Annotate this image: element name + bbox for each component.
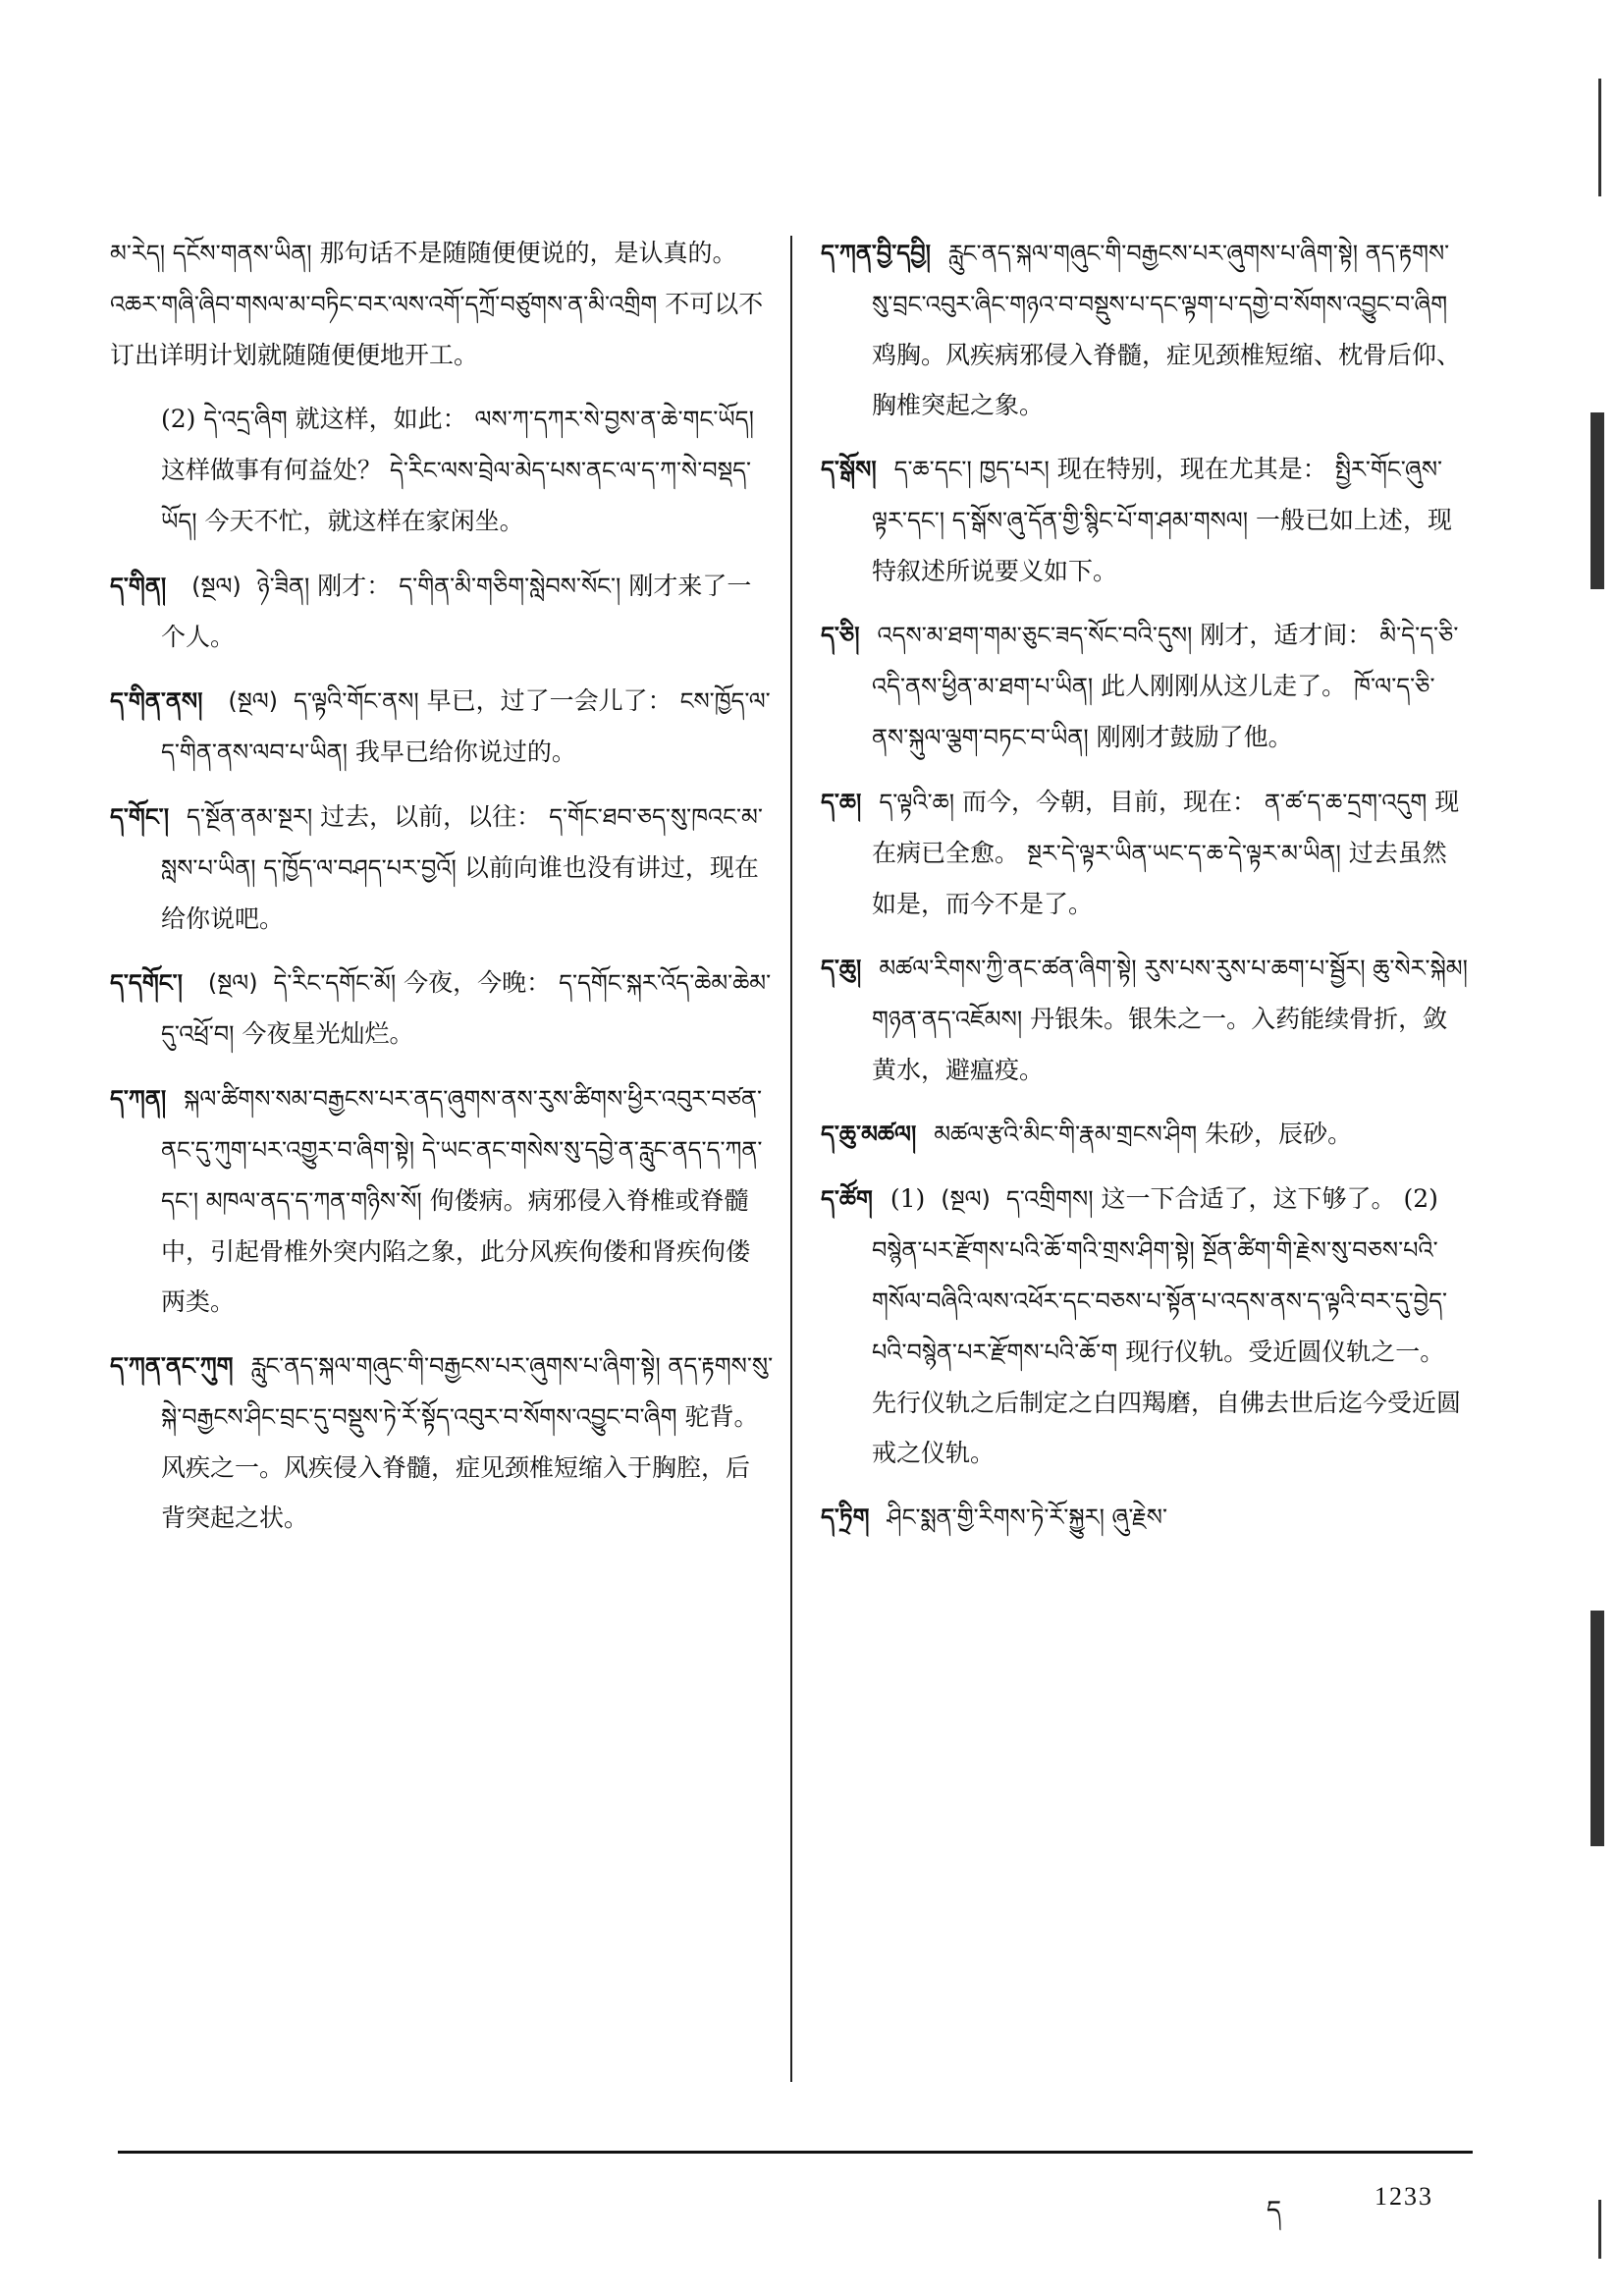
definition-tibetan: དེ་རིང་དགོང་མོ། (273, 969, 397, 997)
example-chinese: 刚才来了一个人。 (161, 572, 752, 651)
definition-tibetan: མཚལ་རིགས་ཀྱི་ནང་ཚན་ཞིག་སྟེ། རུས་པས་རུས་པ་ཆག་པ་སྦྱོར། ཆུ་སེར་སྐེམ། གཉན་ནད་འཇོམས། (872, 955, 1468, 1033)
dictionary-entry (821, 228, 1469, 430)
sense-number: (2) (161, 405, 196, 433)
example-tibetan: ངས་ཁྱོད་ལ་ད་གིན་ནས་ལབ་པ་ཡིན། (161, 687, 771, 766)
example-chinese: 以前向谁也没有讲过，现在给你说吧。 (161, 853, 759, 933)
headword: ད་གོང་། (110, 803, 170, 831)
dictionary-entry (110, 1073, 774, 1327)
sense-number: (2) (1403, 1184, 1438, 1213)
example-tibetan: མ་རེད། དངོས་གནས་ཡིན། (110, 240, 312, 267)
definition-tibetan: རླུང་ནད་སྐལ་གཞུང་གི་བརྒྱངས་པར་ཞུགས་པ་ཞིག་སྟེ། ནད་རྟགས་སུ་སྐེ་བརྒྱངས་ཤིང་བྲང་དུ་བསྡུས་ཏེ་རོ་སྟོད་འབུར་བ་སོགས་འབྱུང་བ་ཞིག (161, 1352, 774, 1431)
definition-tibetan: ཤིང་སྨན་གྱི་རིགས་ཏེ་རོ་སྐྱུར། ཞུ་རྗེས་ (887, 1503, 1168, 1531)
example-tibetan: ལས་ཀ་དཀར་སེ་བྱས་ན་ཆེ་གང་ཡོད། (474, 406, 754, 433)
definition-chinese: 现行仪轨。受近圆仪轨之一。先行仪轨之后制定之白四羯磨，自佛去世后迄今受近圆戒之仪轨。 (872, 1338, 1462, 1467)
definition-chinese: 佝偻病。病邪侵入脊椎或脊髓中，引起骨椎外突内陷之象，此分风疾佝偻和肾疾佝偻两类。 (161, 1186, 751, 1316)
example-chinese: 此人刚刚从这儿走了。 (1101, 672, 1347, 700)
headword: ད་ཆུ། (821, 955, 862, 982)
definition-tibetan: འདས་མ་ཐག་གམ་ཅུང་ཟད་སོང་བའི་དུས། (877, 622, 1193, 649)
headword: ད་ཀན་ནང་ཀུག (110, 1352, 234, 1380)
example-tibetan: སྔར་དེ་ལྟར་ཡིན་ཡང་ད་ཆ་དེ་ལྟར་མ་ཡིན། (1026, 840, 1341, 867)
headword: ད་དགོང་། (110, 969, 183, 997)
example-chinese: 刚刚才鼓励了他。 (1096, 723, 1293, 751)
dictionary-entry (821, 1174, 1469, 1478)
headword: ད་ཏྲིག (821, 1503, 870, 1531)
headword: ད་ཀན་བྱི་དབྱི། (821, 240, 931, 267)
definition-chinese: 刚才： (317, 572, 392, 600)
definition-tibetan: རླུང་ནད་སྐལ་གཞུང་གི་བརྒྱངས་པར་ཞུགས་པ་ཞིག་སྟེ། ནད་རྟགས་སུ་བྲང་འབུར་ཞིང་གཉའ་བ་བསྡུས་པ་དང་ལྟག་པ་དགྱེ་བ་སོགས་འབྱུང་བ་ཞིག (872, 240, 1450, 318)
definition-chinese: 这一下合适了，这下够了。 (1101, 1184, 1396, 1213)
headword: ད་གིན་ནས། (110, 687, 203, 715)
definition-tibetan: ད་སྔོན་ནམ་སྔར། (187, 803, 313, 831)
column-divider (790, 236, 792, 2082)
example-tibetan: འཆར་གཞི་ཞིབ་གསལ་མ་བཏིང་བར་ལས་འགོ་དཀྲོ་བཙུགས་ན་མི་འགྲིག (110, 291, 658, 318)
example-tibetan: ཁོ་ལ་ད་ཅི་ནས་སྐུལ་ལྕག་བཏང་བ་ཡིན། (872, 673, 1435, 751)
example-chinese: 这样做事有何益处？ (161, 456, 383, 484)
dictionary-entry (821, 610, 1469, 763)
footer-rule (118, 2151, 1473, 2154)
definition-chinese: 而今，今朝，目前，现在： (962, 788, 1258, 816)
definition-chinese: 鸡胸。风疾病邪侵入脊髓，症见颈椎短缩、枕骨后仰、胸椎突起之象。 (872, 341, 1462, 419)
definition-tibetan: སྐལ་ཚིགས་སམ་བརྒྱངས་པར་ནད་ཞུགས་ནས་རུས་ཚིགས་ཕྱིར་འབུར་བཙན་ནང་དུ་ཀུག་པར་འགྱུར་བ་ཞིག་སྟེ། དེ་ཡང་ནང་གསེས་སུ་དབྱེ་ན་རླུང་ནད་ད་ཀན་དང་། མཁལ་ནད་ད་ཀན་གཉིས་སོ། (161, 1085, 763, 1215)
example-tibetan: དེ་རིང་ལས་བྲེལ་མེད་པས་ནང་ལ་ད་ཀ་སེ་བསྡད་ཡོད། (161, 457, 752, 535)
example-chinese: 不可以不订出详明计划就随随便便地开工。 (110, 290, 764, 369)
definition-tibetan: ད་ལྟའི་གོང་ནས། (294, 687, 419, 715)
dictionary-entry (110, 792, 774, 944)
dictionary-entry (821, 1109, 1469, 1160)
definition-tibetan: མཚལ་རྩའི་མིང་གི་རྣམ་གྲངས་ཤིག (934, 1121, 1198, 1148)
example-chinese: 一般已如上述，现特叙述所说要义如下。 (872, 506, 1453, 585)
example-tibetan: ད་དགོང་སྐར་འོད་ཆེམ་ཆེམ་དུ་འཕྲོ་བ། (161, 969, 772, 1048)
example-tibetan: ད་གིན་མི་གཅིག་སླེབས་སོང་། (399, 573, 621, 600)
example-chinese: 过去虽然如是，而今不是了。 (872, 839, 1447, 918)
dictionary-entry (821, 943, 1469, 1095)
dictionary-entry (110, 676, 774, 778)
example-chinese: 我早已给你说过的。 (354, 738, 576, 766)
definition-chinese: 驼背。风疾之一。风疾侵入脊髓，症见颈椎短缩入于胸腔，后背突起之状。 (161, 1402, 759, 1532)
definition-tibetan: ད་ལྟའི་ཆ། (879, 789, 955, 816)
dictionary-entry (110, 957, 774, 1060)
example-chinese: 现在病已全愈。 (872, 788, 1460, 867)
definition-tibetan: ད་འགྲིགས། (1005, 1185, 1094, 1213)
register-tag: (སྔལ) (191, 573, 242, 600)
dictionary-entry (821, 777, 1469, 929)
dictionary-entry (110, 1340, 774, 1543)
example-chinese: 今夜星光灿烂。 (242, 1019, 414, 1048)
definition-chinese: 朱砂，辰砂。 (1205, 1120, 1353, 1148)
example-chinese: 那句话不是随随便便说的，是认真的。 (319, 239, 737, 267)
example-tibetan: སྤྱིར་གོང་ཞུས་ལྟར་དང་། ད་སྒོས་ཞུ་དོན་གྱི་སྙིང་པོ་ག་ཤམ་གསལ། (872, 456, 1443, 534)
definition-tibetan: ད་ཆ་དང་། ཁྱད་པར། (893, 456, 1050, 483)
example-tibetan: ད་གོང་ཐབ་ཅད་སུ་ཁའང་མ་སླས་པ་ཡིན། ད་ཁྱོད་ལ་བཤད་པར་བྱའོ། (161, 803, 763, 882)
definition-chinese: 刚才，适才间： (1200, 621, 1373, 649)
register-tag: (སྔལ) (207, 969, 258, 997)
headword: ད་ཆུ་མཚལ། (821, 1121, 917, 1148)
definition-chinese: 就这样，如此： (295, 405, 467, 433)
section-letter: ད (1267, 2196, 1282, 2224)
definition-chinese: 丹银朱。银朱之一。入药能续骨折，敛黄水，避瘟疫。 (872, 1005, 1448, 1084)
register-tag: (སྔལ) (941, 1185, 991, 1213)
dictionary-entry (110, 561, 774, 662)
sense-number: (1) (889, 1184, 926, 1213)
definition-tibetan: དེ་འདྲ་ཞིག (203, 406, 288, 433)
entry-continued (110, 228, 774, 547)
headword: ད་ཅི། (821, 622, 860, 649)
definition-chinese: 过去，以前，以往： (320, 802, 542, 831)
example-tibetan: ན་ཚ་ད་ཆ་དྲག་འདུག (1265, 789, 1428, 816)
register-tag: (སྔལ) (228, 687, 279, 715)
headword: ད་ཚོག (821, 1185, 873, 1213)
definition-tibetan: བསྙེན་པར་རྫོགས་པའི་ཆོ་གའི་གྲས་ཤིག་སྟེ། སྔོན་ཚིག་གི་རྗེས་སུ་བཅས་པའི་གསོལ་བཞིའི་ལས་འཕོར་དང་བཅས་པ་སྟོན་པ་འདས་ནས་ད་ལྟའི་བར་དུ་བྱེད་པའི་བསྙེན་པར་རྫོགས་པའི་ཆོ་ག (872, 1236, 1448, 1366)
definition-chinese: 早已，过了一会儿了： (426, 686, 673, 715)
right-column (821, 228, 1469, 2074)
dictionary-entry (821, 1492, 1469, 1543)
example-chinese: 今天不忙，就这样在家闲坐。 (204, 507, 524, 535)
definition-chinese: 现在特别，现在尤其是： (1056, 455, 1327, 483)
definition-chinese: 今夜，今晚： (404, 968, 552, 997)
headword: ད་ཀན། (110, 1085, 167, 1113)
headword: ད་ཆ། (821, 789, 862, 816)
scan-edge-marks (1590, 59, 1610, 2269)
dictionary-entry (821, 444, 1469, 596)
example-tibetan: མི་དེ་ད་ཅི་འདི་ནས་ཕྱིན་མ་ཐག་པ་ཡིན། (872, 622, 1459, 700)
headword: ད་གིན། (110, 573, 167, 600)
headword: ད་སྒོས། (821, 456, 877, 483)
left-column (110, 228, 774, 2074)
definition-tibetan: ཉེ་ཟིན། (256, 573, 310, 600)
page-number: 1233 (1374, 2182, 1433, 2211)
